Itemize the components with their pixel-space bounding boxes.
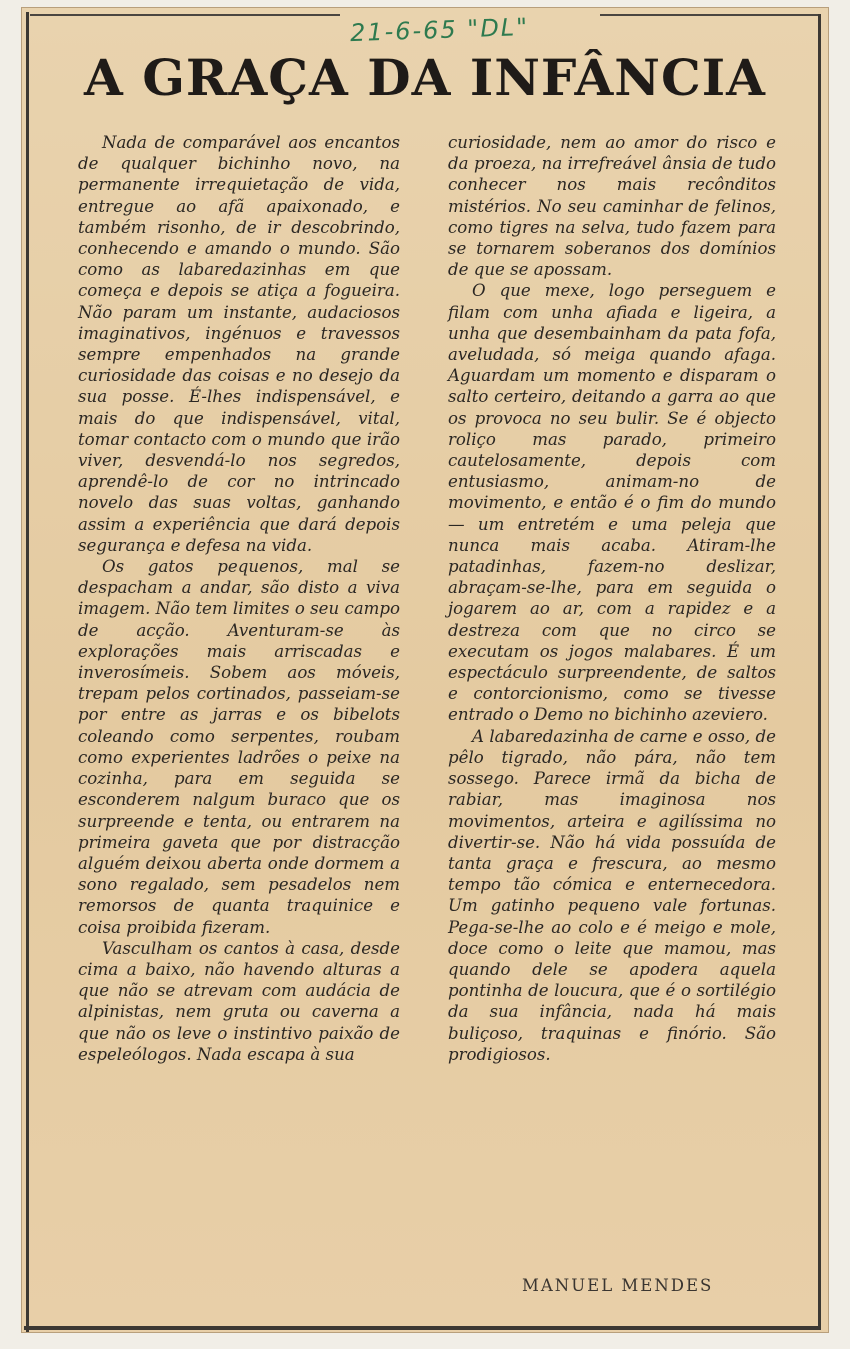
paragraph: Nada de comparável aos encantos de qualquer bichinho novo, na permanente irrequietação de vida, entregue ao afã apaixonado, e também risonho, de ir descobrindo, conhecendo e amando o mundo. São como as labaredazinhas em que começa e depois se atiça a fogueira. Não param um instante, audaciosos imaginativos, ingénuos e travessos sempre empenhados na grande curiosidade das coisas e no desejo da sua posse. É-lhes indispensável, e mais do que indispensável, vital, tomar contacto com o mundo que irão viver, desvendá-lo nos segredos, aprendê-lo de cor no intrincado novelo das suas voltas, ganhando assim a experiência que dará depois segurança e defesa na vida. (78, 133, 400, 555)
author-signature: MANUEL MENDES (522, 1276, 714, 1295)
left-border-rule (26, 12, 29, 1332)
paragraph: Os gatos pequenos, mal se despacham a andar, são disto a viva imagem. Não tem limites o seu campo de acção. Aventuram-se às explorações mais arriscadas e inverosímeis. Sobem aos móveis, trepam pelos cortinados, passeiam-se por entre as jarras e os bibelots coleando como serpentes, roubam como experientes ladrões o peixe na cozinha, para em seguida se esconderem nalgum buraco que os surpreende e tenta, ou entrarem na primeira gaveta que por distracção alguém deixou aberta onde dormem a sono regalado, sem pesadelos nem remorsos de quanta traquinice e coisa proibida fizeram. (78, 557, 400, 937)
handwritten-date-annotation: 21-6-65 "DL" (349, 12, 530, 48)
top-border-rule-right (600, 14, 818, 16)
article-column-right (448, 132, 776, 1065)
paragraph: A labaredazinha de carne e osso, de pêlo tigrado, não pára, não tem sossego. Parece irmã da bicha de rabiar, mas imaginosa nos movimentos, arteira e agilíssima no divertir-se. Não há vida possuída de tanta graça e frescura, ao mesmo tempo tão cómica e enternecedora. Um gatinho pequeno vale fortunas. Pega-se-lhe ao colo e é meigo e mole, doce como o leite que mamou, mas quando dele se apodera aquela pontinha de loucura, que é o sortilégio da sua infância, nada há mais buliçoso, traquinas e finório. São prodigiosos. (448, 726, 776, 1064)
right-border-rule (818, 14, 821, 1330)
bottom-border-rule (24, 1326, 821, 1330)
paragraph: curiosidade, nem ao amor do risco e da proeza, na irrefreável ânsia de tudo conhecer nos mais recônditos mistérios. No seu caminhar de felinos, como tigres na selva, tudo fazem para se tornarem soberanos dos domínios de que se apossam. (448, 133, 776, 280)
article-title: A GRAÇA DA INFÂNCIA (84, 48, 766, 107)
paragraph: O que mexe, logo perseguem e filam com unha afiada e ligeira, a unha que desembainham da pata fofa, aveludada, só meiga quando afaga. Aguardam um momento e disparam o salto certeiro, deitando a garra ao que os provoca no seu bulir. Se é objecto roliço mas parado, primeiro cautelosamente, depois com entusiasmo, animam-no de movimento, e então é o fim do mundo — um entretém e uma peleja que nunca mais acaba. Atiram-lhe patadinhas, fazem-no deslizar, abraçam-se-lhe, para em seguida o jogarem ao ar, com a rapidez e a destreza com que no circo se executam os jogos malabares. É um espectáculo surpreendente, de saltos e contorcionismo, como se tivesse entrado o Demo no bichinho azeviero. (448, 281, 776, 725)
article-column-left (78, 132, 400, 1065)
paragraph: Vasculham os cantos à casa, desde cima a baixo, não havendo alturas a que não se atrevam com audácia de alpinistas, nem gruta ou caverna a que não os leve o instintivo paixão de espeleólogos. Nada escapa à sua (78, 938, 400, 1064)
top-border-rule-left (30, 14, 340, 16)
